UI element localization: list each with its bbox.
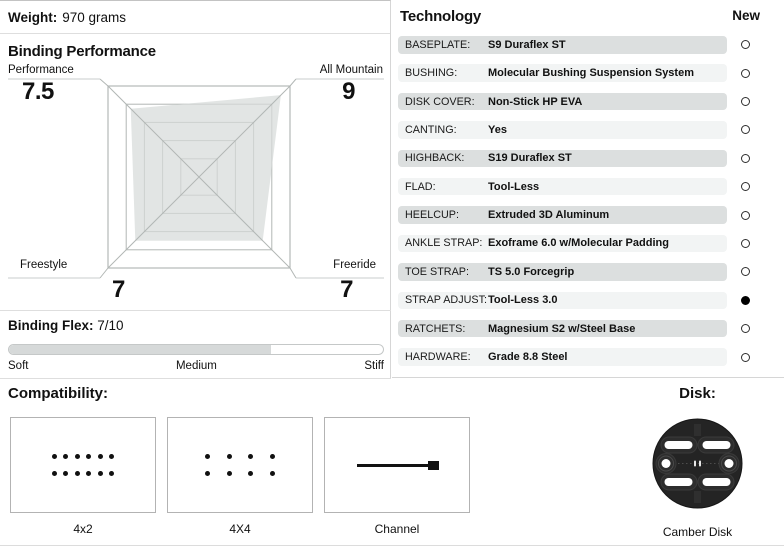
mount-hole-dot bbox=[63, 471, 68, 476]
flex-meter bbox=[8, 344, 384, 355]
mount-pattern-box bbox=[10, 417, 156, 513]
technology-row-label: RATCHETS: bbox=[405, 322, 466, 335]
mount-hole-dot bbox=[52, 471, 57, 476]
mount-hole-dot bbox=[270, 471, 275, 476]
mount-hole-dot bbox=[248, 471, 253, 476]
new-radio-indicator[interactable] bbox=[741, 211, 750, 220]
mount-hole-dot bbox=[248, 454, 253, 459]
technology-row bbox=[398, 235, 750, 253]
compatibility-item bbox=[324, 417, 470, 536]
technology-row bbox=[398, 320, 750, 338]
disk-item-label: Camber Disk bbox=[662, 525, 733, 539]
technology-row-label: FLAD: bbox=[405, 180, 436, 193]
camber-disk-graphic bbox=[650, 416, 745, 511]
technology-row-value: Grade 8.8 Steel bbox=[488, 351, 568, 364]
weight-label: Weight: bbox=[8, 9, 58, 25]
technology-header bbox=[392, 0, 784, 25]
compatibility-item bbox=[10, 417, 156, 536]
technology-row bbox=[398, 206, 750, 224]
technology-row-pill bbox=[398, 64, 727, 82]
technology-panel bbox=[392, 0, 784, 378]
radar-axis-label: Freeride bbox=[333, 259, 376, 271]
radar-axis-value: 9 bbox=[342, 78, 355, 105]
technology-row-label: TOE STRAP: bbox=[405, 265, 469, 278]
technology-row-label: ANKLE STRAP: bbox=[405, 237, 483, 250]
technology-row-value: Magnesium S2 w/Steel Base bbox=[488, 322, 636, 335]
technology-row-pill bbox=[398, 292, 727, 310]
mount-hole-dot bbox=[205, 471, 210, 476]
technology-row bbox=[398, 64, 750, 82]
mount-hole-dot bbox=[75, 454, 80, 459]
technology-row-value: Yes bbox=[488, 123, 507, 136]
technology-row-pill bbox=[398, 263, 727, 281]
mount-hole-dot bbox=[205, 454, 210, 459]
technology-row-pill bbox=[398, 93, 727, 111]
compatibility-item-label: Channel bbox=[374, 522, 420, 536]
new-radio-indicator[interactable] bbox=[741, 154, 750, 163]
new-radio-indicator[interactable] bbox=[741, 40, 750, 49]
technology-row-value: S9 Duraflex ST bbox=[488, 38, 566, 51]
technology-row-value: Tool-Less bbox=[488, 180, 540, 193]
mount-hole-dot bbox=[98, 454, 103, 459]
compatibility-section bbox=[0, 378, 784, 552]
technology-row-label: DISK COVER: bbox=[405, 95, 475, 108]
technology-row bbox=[398, 121, 750, 139]
weight-value: 970 grams bbox=[62, 9, 127, 25]
weight-row bbox=[0, 1, 390, 34]
mount-hole-pattern bbox=[52, 454, 114, 476]
technology-row bbox=[398, 263, 750, 281]
technology-row-label: HEELCUP: bbox=[405, 209, 460, 222]
compatibility-title: Compatibility: bbox=[8, 385, 108, 402]
new-radio-indicator[interactable] bbox=[741, 267, 750, 276]
technology-row-label: STRAP ADJUST: bbox=[405, 294, 487, 307]
radar-axis-label: All Mountain bbox=[319, 64, 383, 76]
new-column-header: New bbox=[732, 8, 760, 23]
radar-axis-label: Performance bbox=[8, 64, 74, 76]
new-radio-indicator[interactable] bbox=[741, 353, 750, 362]
channel-pattern bbox=[357, 464, 437, 467]
binding-flex-title bbox=[0, 311, 391, 333]
technology-row-value: Molecular Bushing Suspension System bbox=[488, 67, 694, 80]
compatibility-item-label: 4x2 bbox=[73, 522, 93, 536]
binding-flex-value: 7/10 bbox=[97, 318, 124, 333]
technology-row bbox=[398, 93, 750, 111]
compatibility-item-label: 4X4 bbox=[229, 522, 251, 536]
compatibility-item bbox=[167, 417, 313, 536]
mount-hole-dot bbox=[109, 454, 114, 459]
technology-row-label: HIGHBACK: bbox=[405, 152, 465, 165]
radar-chart bbox=[0, 63, 391, 303]
new-radio-indicator[interactable] bbox=[741, 125, 750, 134]
technology-row bbox=[398, 150, 750, 168]
technology-row-pill bbox=[398, 178, 727, 196]
technology-row-value: Exoframe 6.0 w/Molecular Padding bbox=[488, 237, 669, 250]
new-radio-indicator[interactable] bbox=[741, 182, 750, 191]
radar-axis-value: 7 bbox=[340, 276, 353, 303]
mount-hole-pattern bbox=[205, 454, 275, 476]
technology-row-pill bbox=[398, 121, 727, 139]
disk-title: Disk: bbox=[679, 385, 716, 402]
technology-row-pill bbox=[398, 348, 727, 366]
mount-hole-dot bbox=[109, 471, 114, 476]
mount-hole-dot bbox=[98, 471, 103, 476]
flex-meter-fill bbox=[9, 345, 271, 354]
technology-row-value: Extruded 3D Aluminum bbox=[488, 209, 610, 222]
binding-flex-section bbox=[0, 310, 391, 379]
technology-row bbox=[398, 178, 750, 196]
mount-hole-dot bbox=[52, 454, 57, 459]
technology-row-pill bbox=[398, 235, 727, 253]
technology-row-pill bbox=[398, 36, 727, 54]
technology-row-pill bbox=[398, 320, 727, 338]
mount-hole-dot bbox=[63, 454, 68, 459]
mount-hole-dot bbox=[270, 454, 275, 459]
mount-hole-dot bbox=[86, 454, 91, 459]
technology-row bbox=[398, 292, 750, 310]
mount-hole-dot bbox=[227, 454, 232, 459]
technology-row-label: BASEPLATE: bbox=[405, 38, 471, 51]
flex-scale-soft: Soft bbox=[8, 360, 29, 372]
new-radio-indicator[interactable] bbox=[741, 97, 750, 106]
radar-axis-value: 7.5 bbox=[22, 78, 54, 105]
binding-flex-label: Binding Flex: bbox=[8, 318, 94, 333]
technology-row-label: CANTING: bbox=[405, 123, 457, 136]
new-radio-indicator[interactable] bbox=[741, 324, 750, 333]
binding-performance-title: Binding Performance bbox=[8, 43, 156, 60]
technology-row-value: Non-Stick HP EVA bbox=[488, 95, 583, 108]
technology-title: Technology bbox=[400, 8, 482, 25]
technology-row-value: S19 Duraflex ST bbox=[488, 152, 572, 165]
bottom-divider bbox=[0, 545, 784, 546]
mount-hole-dot bbox=[75, 471, 80, 476]
technology-row-label: BUSHING: bbox=[405, 67, 458, 80]
new-radio-indicator[interactable] bbox=[741, 69, 750, 78]
technology-row-value: Tool-Less 3.0 bbox=[488, 294, 558, 307]
flex-scale-medium: Medium bbox=[175, 360, 217, 372]
flex-scale-stiff: Stiff bbox=[364, 360, 384, 372]
new-radio-indicator[interactable] bbox=[741, 296, 750, 305]
mount-pattern-box bbox=[324, 417, 470, 513]
technology-row bbox=[398, 348, 750, 366]
technology-row-label: HARDWARE: bbox=[405, 351, 471, 364]
technology-row-pill bbox=[398, 206, 727, 224]
mount-pattern-box bbox=[167, 417, 313, 513]
radar-axis-value: 7 bbox=[112, 276, 125, 303]
technology-row bbox=[398, 36, 750, 54]
mount-hole-dot bbox=[86, 471, 91, 476]
technology-rows bbox=[392, 36, 784, 366]
radar-axis-label: Freestyle bbox=[20, 259, 68, 271]
flex-scale bbox=[8, 360, 384, 372]
technology-row-pill bbox=[398, 150, 727, 168]
technology-row-value: TS 5.0 Forcegrip bbox=[488, 265, 575, 278]
mount-hole-dot bbox=[227, 471, 232, 476]
disk-item bbox=[650, 416, 745, 539]
left-column bbox=[0, 0, 391, 378]
new-radio-indicator[interactable] bbox=[741, 239, 750, 248]
